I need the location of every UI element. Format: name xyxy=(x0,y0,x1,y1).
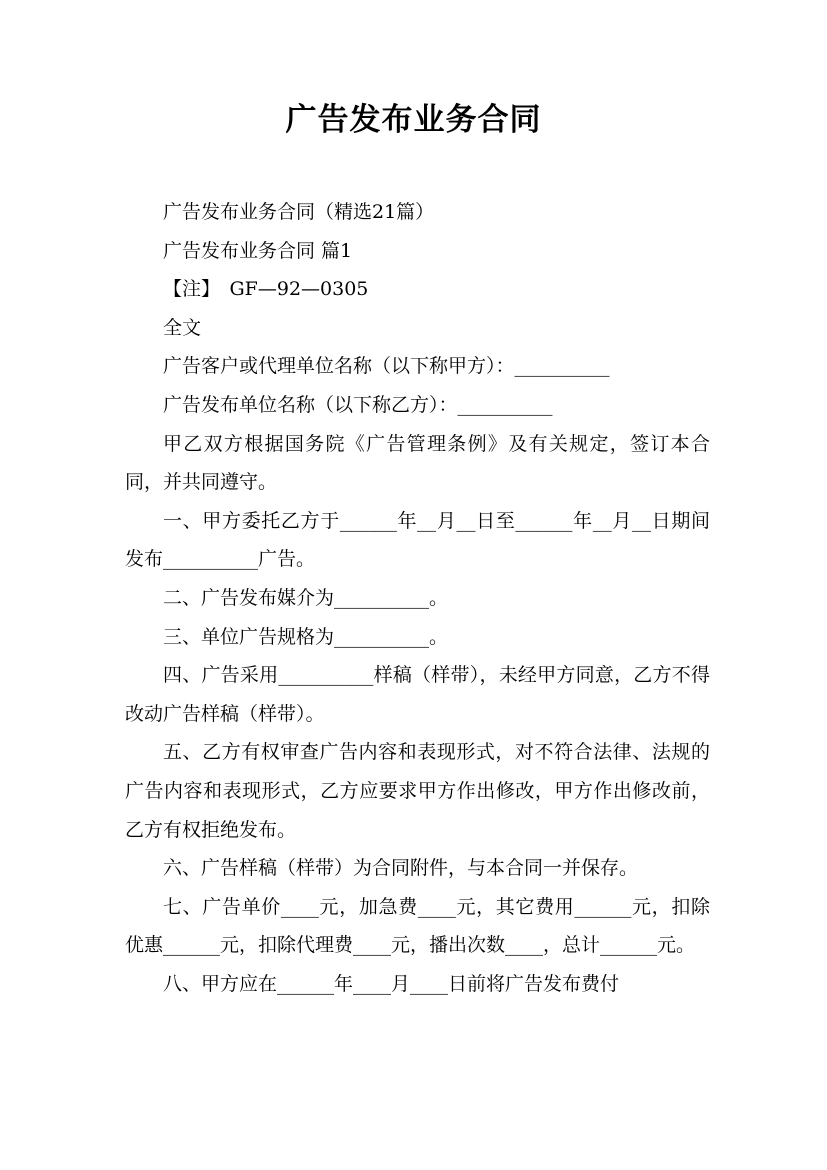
document-title: 广告发布业务合同 xyxy=(285,102,542,138)
paragraph-preamble: 甲乙双方根据国务院《广告管理条例》及有关规定，签订本合同，并共同遵守。 xyxy=(125,432,710,494)
clause-8: 八、甲方应在______年____月____日前将广告发布费付 xyxy=(163,972,620,995)
clause-2: 二、广告发布媒介为__________。 xyxy=(163,586,449,609)
paragraph-party-a: 广告客户或代理单位名称（以下称甲方）：__________ xyxy=(163,355,610,378)
clause-5: 五、乙方有权审查广告内容和表现形式，对不符合法律、法规的广告内容和表现形式，乙方应要求甲方作出修改，甲方作出修改前，乙方有权拒绝发布。 xyxy=(125,741,710,841)
clause-3: 三、单位广告规格为__________。 xyxy=(163,625,449,648)
paragraph-section-heading: 广告发布业务合同 篇1 xyxy=(163,239,353,262)
document-body xyxy=(125,193,710,1003)
clause-6: 六、广告样稿（样带）为合同附件，与本合同一并保存。 xyxy=(163,857,639,880)
paragraph-note: 【注】 GF—92—0305 xyxy=(163,278,369,301)
clause-4: 四、广告采用__________样稿（样带），未经甲方同意，乙方不得改动广告样稿（样带）。 xyxy=(125,664,710,725)
paragraph-subtitle: 广告发布业务合同（精选21篇） xyxy=(163,201,435,223)
clause-1: 一、甲方委托乙方于______年__月__日至______年__月__日期间发布__________广告。 xyxy=(125,509,710,571)
clause-7: 七、广告单价____元，加急费____元，其它费用______元，扣除优惠______元，扣除代理费____元，播出次数____，总计______元。 xyxy=(125,895,710,957)
paragraph-party-b: 广告发布单位名称（以下称乙方）：__________ xyxy=(163,393,553,416)
paragraph-full-text-label: 全文 xyxy=(163,316,202,339)
